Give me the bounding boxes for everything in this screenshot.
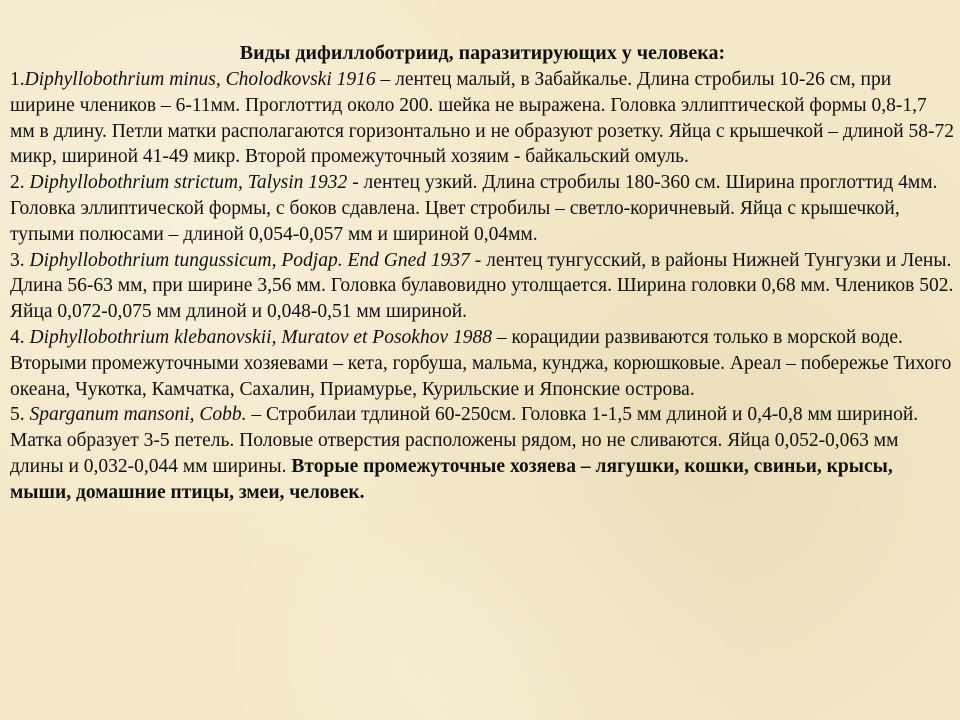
species-name: Diphyllobothrium strictum, Talysin 1932: [29, 172, 348, 194]
species-name: Diphyllobothrium tungussicum, Podjap. End Gned 1937: [29, 249, 470, 271]
species-name: Sparganum mansoni, Cobb.: [29, 404, 247, 426]
entry-number: 3.: [10, 249, 30, 271]
entry-highlight: Вторые промежуточные хозяева – лягушки, кошки, свиньи, крысы, мыши, домашние птицы, змеи, человек.: [10, 455, 893, 503]
entry-number: 1.: [10, 69, 25, 90]
species-name: Diphyllobothrium minus, Cholodkovski 1916 –: [24, 69, 391, 90]
species-entry-4: [10, 325, 955, 402]
entry-description: лентец малый, в Забайкалье. Длина стробилы 10-26 см, при ширине члеников – 6-11мм. Проглоттид около 200. шейка не выражена. Головка эллиптической формы 0,8-1,7 мм в длину. Петли матки располагаются горизонтально и не образуют розетку. Яйца с крышечкой – длиной 58-72 микр, шириной 41-49 микр. Второй промежуточный хозяим - байкальский омуль.: [10, 69, 955, 168]
entry-number: 5.: [10, 404, 30, 426]
species-entry-2: [10, 170, 955, 247]
entry-description: - лентец узкий. Длина стробилы 180-360 см. Ширина проглоттид 4мм. Головка эллиптической формы, с боков сдавлена. Цвет стробилы – светло-коричневый. Яйца с крышечкой, тупыми полюсами – длиной 0,054-0,057 мм и шириной 0,04мм.: [10, 172, 938, 245]
entry-description: – Стробилаи тдлиной 60-250см. Головка 1-1,5 мм длиной и 0,4-0,8 мм шириной. Матка образует 3-5 петель. Половые отверстия расположены рядом, но не сливаются. Яйца 0,052-0,063 мм длины и 0,032-0,044 мм ширины.: [10, 404, 919, 477]
species-name: Diphyllobothrium klebanovskii, Muratov et Posokhov 1988: [29, 326, 492, 348]
slide-title: Виды дифиллоботриид, паразитирующих у человека:: [239, 42, 726, 64]
entry-description: - лентец тунгусский, в районы Нижней Тунгузки и Лены. Длина 56-63 мм, при ширине 3,56 мм. Головка булавовидно утолщается. Ширина головки 0,68 мм. Члеников 502. Яйца 0,072-0,075 мм длиной и 0,048-0,51 мм шириной.: [10, 249, 954, 323]
entry-number: 4.: [10, 326, 30, 348]
entry-number: 2.: [10, 172, 30, 194]
slide-content: [10, 40, 955, 506]
entry-description: – корацидии развиваются только в морской воде. Вторыми промежуточными хозяевами – кета, горбуша, мальма, кунджа, корюшковые. Ареал – побережье Тихого океана, Чукотка, Камчатка, Сахалин, Приамурье, Курильские и Японские острова.: [10, 326, 952, 400]
species-entry-5: [10, 402, 955, 505]
species-entry-3: [10, 248, 955, 325]
species-entry-1: [10, 67, 955, 170]
